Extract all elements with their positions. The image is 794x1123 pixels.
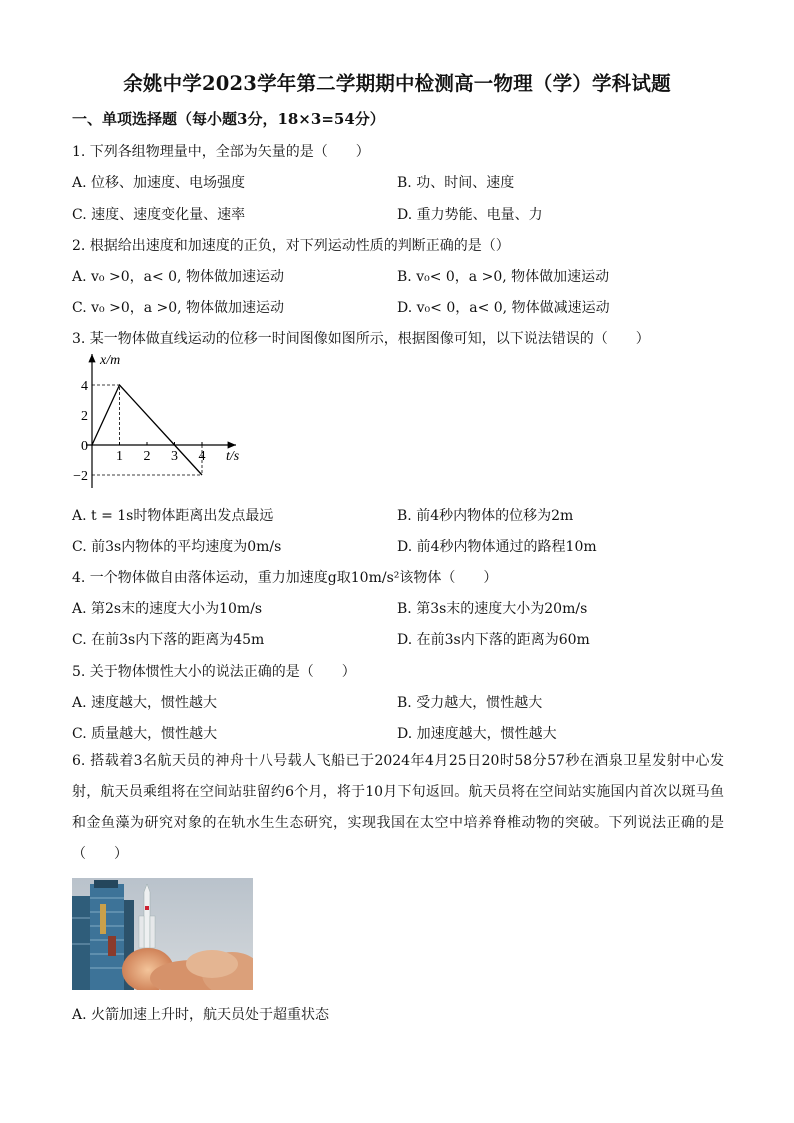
q4-option-c: C. 在前3s内下落的距离为45m <box>72 632 265 648</box>
q4-option-a: A. 第2s末的速度大小为10m/s <box>72 601 263 617</box>
q1-option-b: B. 功、时间、速度 <box>397 175 515 191</box>
q4-option-b: B. 第3s末的速度大小为20m/s <box>397 601 588 617</box>
y-tick-label-neg2: −2 <box>73 469 88 484</box>
q5-option-b: B. 受力越大，惯性越大 <box>397 695 543 711</box>
q2-stem: 2. 根据给出速度和加速度的正负，对下列运动性质的判断正确的是（） <box>72 238 510 254</box>
q4-option-d: D. 在前3s内下落的距离为60m <box>397 632 590 648</box>
x-axis-label: t/s <box>226 449 240 464</box>
q5-stem: 5. 关于物体惯性大小的说法正确的是（ ） <box>72 664 356 680</box>
q1-stem: 1. 下列各组物理量中，全部为矢量的是（ ） <box>72 144 370 160</box>
x-tick-label-4: 4 <box>198 449 206 464</box>
x-tick-label-3: 3 <box>171 449 178 464</box>
x-tick-label-1: 1 <box>116 449 123 464</box>
q5-option-c: C. 质量越大，惯性越大 <box>72 726 218 742</box>
q6-stem: 6. 搭载着3名航天员的神舟十八号载人飞船已于2024年4月25日20时58分57秒在酒泉卫星发射中心发射，航天员乘组将在空间站驻留约6个月，将于10月下旬返回。航天员将在空间站实施国内首次以斑马鱼和金鱼藻为研究对象的在轨水生生态研究，实现我国在太空中培养脊椎动物的突破。下列说法正确的是（ ） <box>72 753 724 862</box>
exam-title: 余姚中学2023学年第二学期期中检测高一物理（学）学科试题 <box>123 72 671 95</box>
q1-option-c: C. 速度、速度变化量、速率 <box>72 207 246 223</box>
section-heading: 一、单项选择题（每小题3分，18×3=54分） <box>72 110 385 128</box>
q3-option-d: D. 前4秒内物体通过的路程10m <box>397 539 597 555</box>
q5-option-a: A. 速度越大，惯性越大 <box>72 695 218 711</box>
q5-option-d: D. 加速度越大，惯性越大 <box>397 726 557 742</box>
q3-option-b: B. 前4秒内物体的位移为2m <box>397 508 574 524</box>
q2-option-c: C. v₀ >0，a >0, 物体做加速运动 <box>72 300 285 316</box>
q6-option-a: A. 火箭加速上升时，航天员处于超重状态 <box>72 1007 330 1023</box>
q2-option-a: A. v₀ >0，a< 0, 物体做加速运动 <box>72 269 284 285</box>
y-axis-label: x/m <box>100 353 121 368</box>
y-tick-label-2: 2 <box>81 409 88 424</box>
q2-option-b: B. v₀< 0，a >0, 物体做加速运动 <box>397 269 610 285</box>
q3-option-c: C. 前3s内物体的平均速度为0m/s <box>72 539 282 555</box>
y-tick-label-4: 4 <box>81 379 88 394</box>
x-tick-label-2: 2 <box>143 449 151 464</box>
q1-option-d: D. 重力势能、电量、力 <box>397 207 543 223</box>
y-tick-label-0: 0 <box>81 439 88 454</box>
q1-option-a: A. 位移、加速度、电场强度 <box>72 175 246 191</box>
rocket-launch-photo <box>72 878 253 990</box>
position-time-graph <box>60 348 260 496</box>
q4-stem: 4. 一个物体做自由落体运动，重力加速度g取10m/s²该物体（ ） <box>72 570 498 586</box>
q2-option-d: D. v₀< 0，a< 0, 物体做减速运动 <box>397 300 610 316</box>
q3-stem: 3. 某一物体做直线运动的位移一时间图像如图所示，根据图像可知，以下说法错误的（ ） <box>72 331 650 347</box>
q3-option-a: A. t = 1s时物体距离出发点最远 <box>72 508 274 524</box>
